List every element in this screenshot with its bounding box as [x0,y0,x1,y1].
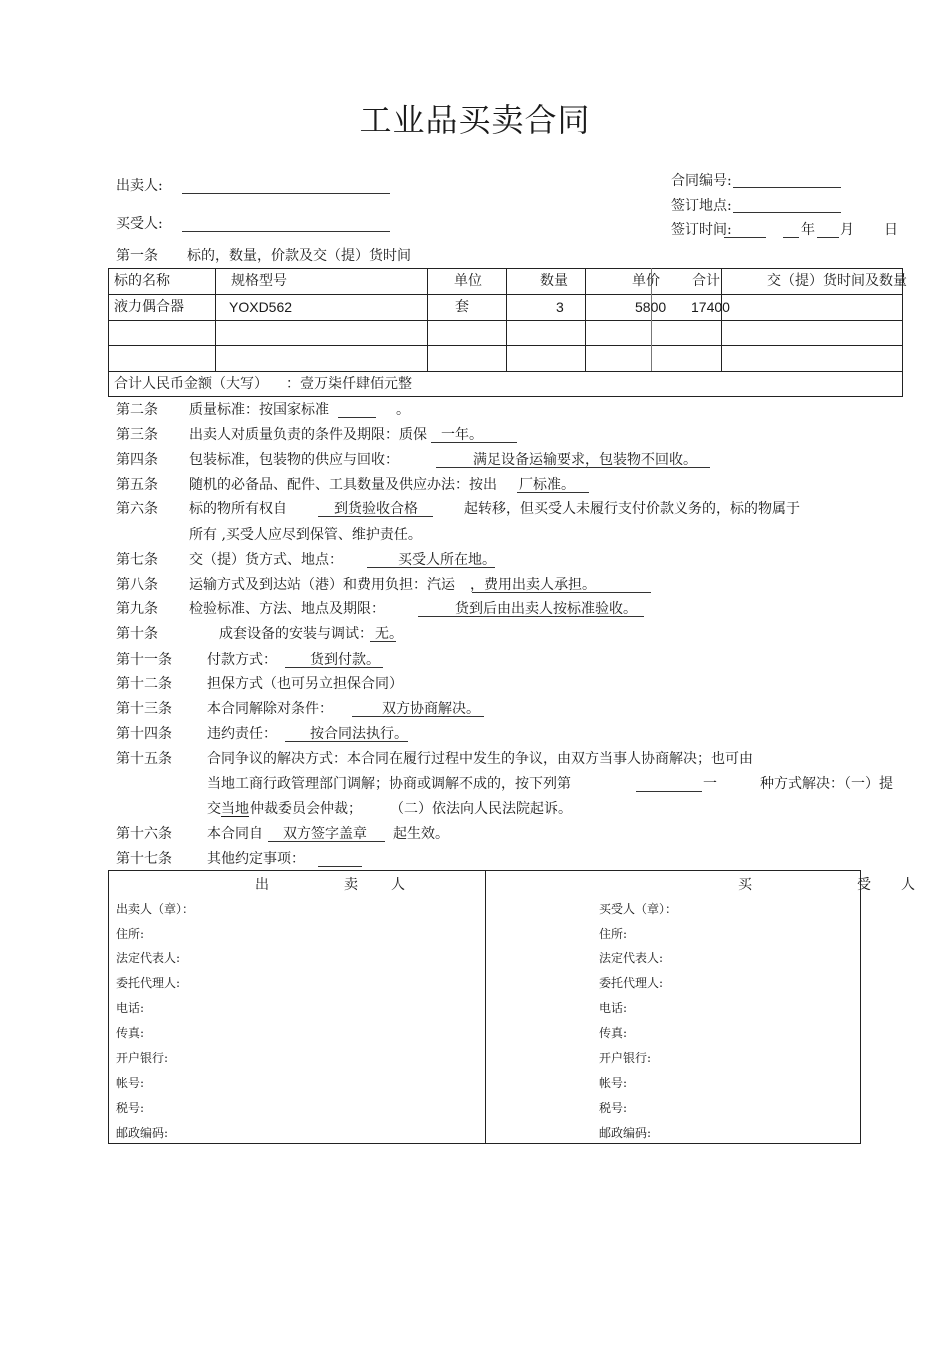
buyer-heading-1: 买 [738,877,752,893]
cell-total: 17400 [691,299,730,315]
article-15-choice-blank[interactable] [636,791,702,792]
article-6-num: 第六条 [116,501,158,517]
seller-fax-field: 传真: [116,1026,145,1040]
article-17-text: 其他约定事项： [207,851,305,867]
article-7-blank[interactable] [367,567,495,568]
buyer-heading-2: 受 [857,877,871,893]
sign-time-label: 签订时间: [671,222,732,238]
article-2-text: 质量标准：按国家标准 [189,402,329,418]
buyer-heading-3: 人 [901,877,915,893]
article-4-blank[interactable] [436,467,710,468]
seller-label: 出卖人: [116,178,163,194]
cell-qty: 3 [556,299,564,315]
buyer-legal-rep-field: 法定代表人: [599,951,664,965]
col-header-delivery: 交（提）货时间及数量 [767,273,907,289]
article-5-blank[interactable] [517,492,589,493]
buyer-account-field: 帐号: [599,1076,628,1090]
article-3-blank[interactable] [431,442,517,443]
seller-legal-rep-field: 法定代表人: [116,951,181,965]
article-6-filled: 到货验收合格 [334,501,418,517]
article-1-text: 标的，数量，价款及交（提）货时间 [187,248,411,264]
col-header-total: 合计 [692,273,720,289]
article-13-text: 本合同解除对条件： [207,701,333,717]
sign-place-label: 签订地点: [671,198,732,214]
buyer-phone-field: 电话: [599,1001,628,1015]
article-15-line2-end: 种方式解决：（一）提 [760,776,893,792]
article-16-num: 第十六条 [116,826,172,842]
article-13-blank[interactable] [352,716,484,717]
seller-postcode-field: 邮政编码: [116,1126,169,1140]
article-4-filled: 满足设备运输要求，包装物不回收。 [473,452,697,468]
article-15-line3-b: 当地 [221,801,249,817]
article-7-text: 交（提）货方式、地点： [189,552,343,568]
seller-heading-1: 出 [255,877,269,893]
col-header-unit: 单位 [454,273,482,289]
article-11-filled: 货到付款。 [310,652,380,668]
article-10-filled: 无。 [375,626,403,642]
buyer-name-field[interactable] [182,231,390,232]
document-title: 工业品买卖合同 [359,101,591,139]
day-label: 日 [884,222,898,238]
article-16-text: 本合同自 [207,826,263,842]
article-11-text: 付款方式： [207,652,277,668]
buyer-address-field: 住所: [599,927,628,941]
article-2-post: 。 [396,402,410,418]
article-8-blank[interactable] [472,592,651,593]
article-9-blank[interactable] [418,616,644,617]
article-10-text: 成套设备的安装与调试： [219,626,373,642]
buyer-agent-field: 委托代理人: [599,976,664,990]
article-14-blank[interactable] [285,741,408,742]
seller-phone-field: 电话: [116,1001,145,1015]
cell-unit: 套 [455,299,469,315]
col-header-name: 标的名称 [114,273,170,289]
article-15-line3-d: （二）依法向人民法院起诉。 [390,801,572,817]
article-2-blank[interactable] [338,417,376,418]
article-10-blank[interactable] [370,641,396,642]
year-label: 年 [801,222,815,238]
article-9-filled: 货到后由出卖人按标准验收。 [455,601,637,617]
buyer-tax-id-field: 税号: [599,1101,628,1115]
article-14-filled: 按合同法执行。 [310,726,408,742]
article-6-post: 起转移，但买受人未履行支付价款义务的，标的物属于 [464,501,800,517]
article-4-num: 第四条 [116,452,158,468]
article-9-text: 检验标准、方法、地点及期限： [189,601,385,617]
seller-account-field: 帐号: [116,1076,145,1090]
article-12-text: 担保方式（也可另立担保合同） [207,676,403,692]
seller-agent-field: 委托代理人: [116,976,181,990]
article-14-num: 第十四条 [116,726,172,742]
article-8-num: 第八条 [116,577,158,593]
article-15-choice: 一 [703,776,717,792]
sign-year-field[interactable] [724,237,766,238]
article-3-num: 第三条 [116,427,158,443]
article-15-text: 合同争议的解决方式：本合同在履行过程中发生的争议，由双方当事人协商解决；也可由 [207,751,753,767]
seller-name-field[interactable] [182,193,390,194]
seller-heading-3: 人 [391,877,405,893]
article-17-blank[interactable] [318,866,362,867]
sign-place-field[interactable] [733,212,841,213]
sign-month-field[interactable] [817,237,839,238]
article-15-line3-a: 交 [207,801,221,817]
article-11-num: 第十一条 [116,652,172,668]
article-9-num: 第九条 [116,601,158,617]
contract-no-label: 合同编号: [671,173,732,189]
col-header-qty: 数量 [540,273,568,289]
article-5-text: 随机的必备品、配件、工具数量及供应办法：按出 [189,477,497,493]
article-14-text: 违约责任： [207,726,277,742]
seller-heading-2: 卖 [344,877,358,893]
seller-bank-field: 开户银行: [116,1051,169,1065]
article-15-num: 第十五条 [116,751,172,767]
article-15-line3-c: 仲裁委员会仲裁； [250,801,362,817]
article-3-text: 出卖人对质量负责的条件及期限：质保 [189,427,427,443]
seller-seal-field: 出卖人（章）： [116,902,195,916]
article-10-num: 第十条 [116,626,158,642]
article-6-line2: 所有 ,买受人应尽到保管、维护责任。 [189,527,422,543]
total-amount-value: ：壹万柒仟肆佰元整 [286,376,412,392]
article-8-filled: ，费用出卖人承担。 [470,577,596,593]
buyer-bank-field: 开户银行: [599,1051,652,1065]
article-17-num: 第十七条 [116,851,172,867]
total-amount-label: 合计人民币金额（大写） [114,376,268,392]
month-label: 月 [840,222,854,238]
buyer-fax-field: 传真: [599,1026,628,1040]
article-12-num: 第十二条 [116,676,172,692]
article-13-num: 第十三条 [116,701,172,717]
article-16-post: 起生效。 [393,826,449,842]
cell-model: YOXD562 [229,299,293,315]
article-7-num: 第七条 [116,552,158,568]
article-1-num: 第一条 [116,248,158,264]
buyer-postcode-field: 邮政编码: [599,1126,652,1140]
article-6-blank[interactable] [318,516,433,517]
article-4-text: 包装标准，包装物的供应与回收： [189,452,399,468]
article-16-filled: 双方签字盖章 [283,826,367,842]
col-header-model: 规格型号 [231,273,287,289]
article-8-text: 运输方式及到达站（港）和费用负担：汽运 [189,577,455,593]
article-5-num: 第五条 [116,477,158,493]
article-3-filled: 一年。 [441,427,483,443]
buyer-seal-field: 买受人（章）： [599,902,678,916]
contract-no-field[interactable] [733,187,841,188]
article-15-line2: 当地工商行政管理部门调解；协商或调解不成的，按下列第 [207,776,571,792]
article-13-filled: 双方协商解决。 [382,701,480,717]
article-2-num: 第二条 [116,402,158,418]
col-header-price: 单价 [632,273,660,289]
seller-tax-id-field: 税号: [116,1101,145,1115]
cell-price: 5800 [635,299,667,315]
article-7-filled: 买受人所在地。 [398,552,496,568]
sign-year-field-2[interactable] [783,237,799,238]
buyer-label: 买受人: [116,216,163,232]
article-5-filled: 厂标准。 [519,477,575,493]
article-6-text: 标的物所有权自 [189,501,287,517]
cell-name: 液力偶合器 [114,299,184,315]
article-16-blank[interactable] [268,841,385,842]
seller-address-field: 住所: [116,927,145,941]
article-11-blank[interactable] [285,667,383,668]
